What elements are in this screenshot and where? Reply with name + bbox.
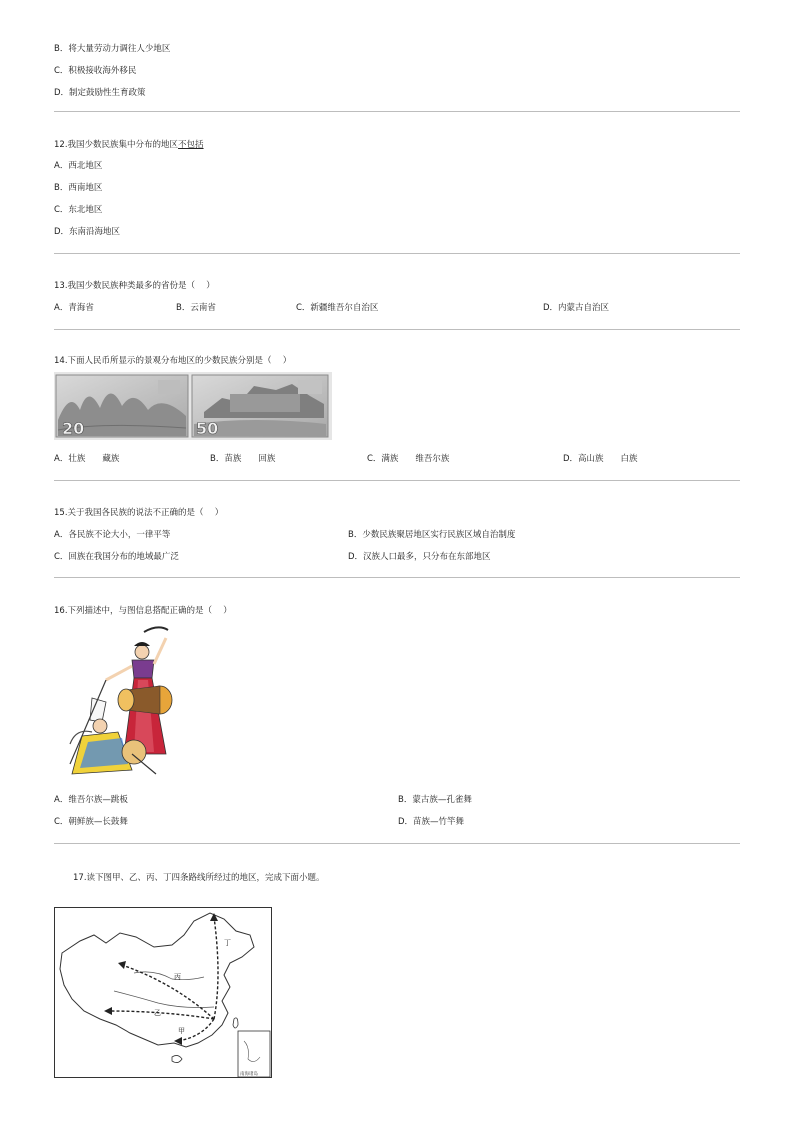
q16-option-c: C．朝鲜族—长鼓舞 <box>54 817 128 827</box>
q14-option-a: A．壮族 藏族 <box>54 454 120 464</box>
q12-stem <box>54 140 204 151</box>
note-20-text: 20 <box>62 419 85 438</box>
q16-option-a: A．维吾尔族—跳板 <box>54 795 128 805</box>
divider <box>54 577 740 578</box>
q14-stem: 14.下面人民币所显示的景观分布地区的少数民族分别是（ ） <box>54 356 292 366</box>
q12-stem-emphasis: 不包括 <box>178 140 204 150</box>
divider <box>54 111 740 112</box>
q13-option-d: D．内蒙古自治区 <box>543 303 610 313</box>
q15-stem: 15.关于我国各民族的说法不正确的是（ ） <box>54 508 224 518</box>
q14-option-b: B．苗族 回族 <box>210 454 276 464</box>
q13-stem: 13.我国少数民族种类最多的省份是（ ） <box>54 281 215 291</box>
note-50-text: 50 <box>196 419 219 438</box>
divider <box>54 253 740 254</box>
q15-option-c: C．回族在我国分布的地域最广泛 <box>54 552 179 562</box>
q11-option-b: B．将大量劳动力调往人少地区 <box>54 44 171 54</box>
banknotes-image <box>54 372 332 440</box>
q17-stem: 17.读下图甲、乙、丙、丁四条路线所经过的地区，完成下面小题。 <box>73 873 325 883</box>
q13-option-a: A．青海省 <box>54 303 94 313</box>
china-routes-map <box>54 907 272 1078</box>
q12-option-a: A．西北地区 <box>54 161 103 171</box>
q12-option-d: D．东南沿海地区 <box>54 227 121 237</box>
q15-option-b: B．少数民族聚居地区实行民族区域自治制度 <box>348 530 516 540</box>
q15-option-a: A．各民族不论大小，一律平等 <box>54 530 171 540</box>
route-label-jia: 甲 <box>178 1027 185 1035</box>
q16-option-d: D．苗族—竹竿舞 <box>398 817 465 827</box>
q16-option-b: B．蒙古族—孔雀舞 <box>398 795 472 805</box>
route-label-yi: 乙 <box>154 1009 161 1017</box>
q14-option-d: D．高山族 白族 <box>563 454 638 464</box>
q12-option-c: C．东北地区 <box>54 205 103 215</box>
q14-option-c: C．满族 维吾尔族 <box>367 454 450 464</box>
divider <box>54 480 740 481</box>
q13-option-c: C．新疆维吾尔自治区 <box>296 303 379 313</box>
q15-option-d: D．汉族人口最多，只分布在东部地区 <box>348 552 491 562</box>
divider <box>54 329 740 330</box>
divider <box>54 843 740 844</box>
q11-option-c: C．积极接收海外移民 <box>54 66 137 76</box>
q11-option-d: D．制定鼓励性生育政策 <box>54 88 146 98</box>
q16-stem: 16.下列描述中，与图信息搭配正确的是（ ） <box>54 606 232 616</box>
drum-dancers-image <box>62 624 180 780</box>
inset-label: 南海诸岛 <box>240 1072 258 1077</box>
route-label-bing: 丙 <box>174 973 181 981</box>
q12-stem-text: 12.我国少数民族集中分布的地区 <box>54 140 179 150</box>
q13-option-b: B．云南省 <box>176 303 216 313</box>
q12-option-b: B．西南地区 <box>54 183 103 193</box>
route-label-ding: 丁 <box>224 939 231 947</box>
